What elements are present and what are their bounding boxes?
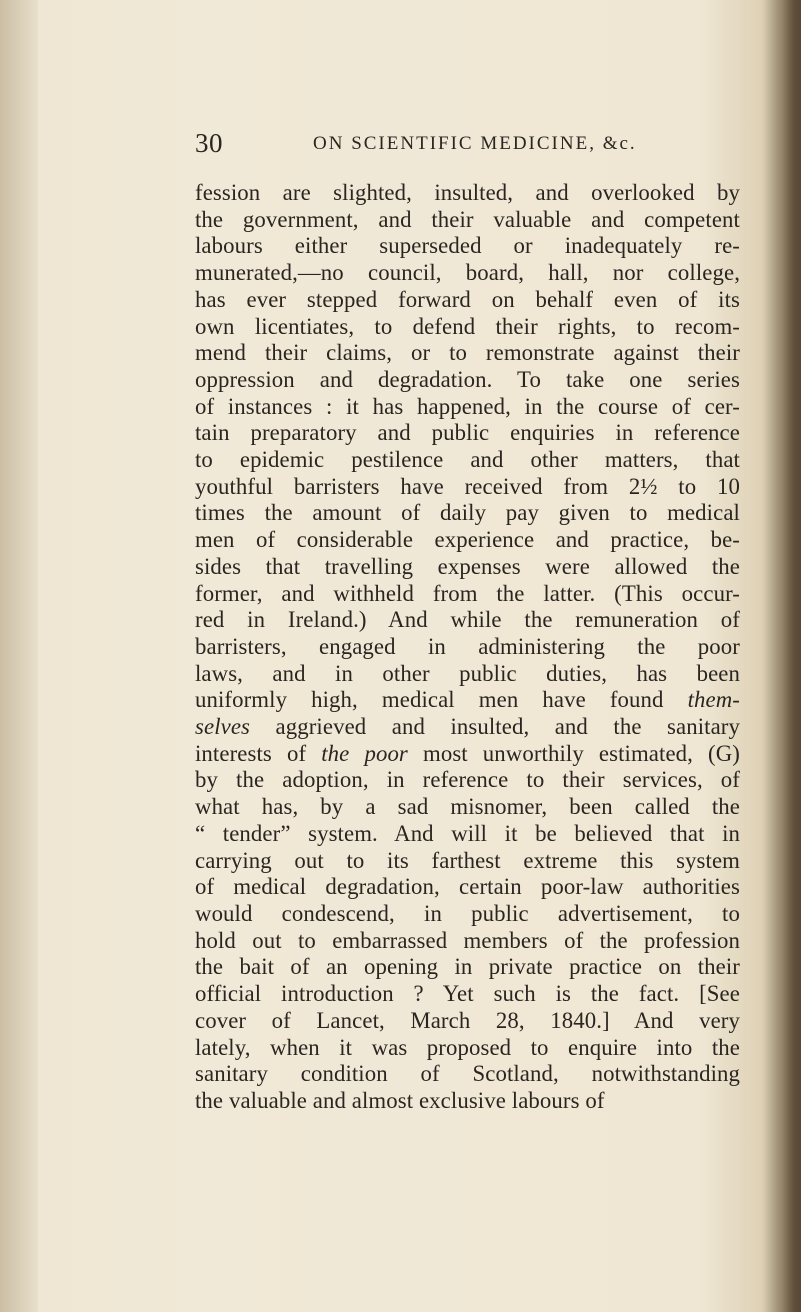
text-line: hold out to embarrassed members of the profession [195,927,740,953]
page-header [195,128,655,158]
running-head: ON SCIENTIFIC MEDICINE, &c. [313,133,637,154]
text-line: the government, and their valuable and competent [195,206,740,232]
text-line: has ever stepped forward on behalf even of its [195,286,740,312]
text-line: would condescend, in public advertisement, to [195,900,740,926]
page-left-edge [0,0,38,1312]
text-line: tain preparatory and public enquiries in reference [195,420,740,446]
text-line: “ tender” system. And will it be believed that in [195,820,740,846]
text-line: youthful barristers have received from 2½ to 10 [195,473,740,499]
text-line: former, and withheld from the latter. (This occur- [195,580,740,606]
text-line: selves aggrieved and insulted, and the sanitary [195,714,740,740]
text-line: red in Ireland.) And while the remuneration of [195,607,740,633]
text-line: laws, and in other public duties, has been [195,660,740,686]
text-line: carrying out to its farthest extreme this system [195,847,740,873]
text-line: of instances : it has happened, in the course of cer- [195,393,740,419]
text-line: by the adoption, in reference to their services, of [195,767,740,793]
text-line: men of considerable experience and practice, be- [195,527,740,553]
text-line: labours either superseded or inadequately re- [195,233,740,259]
text-line: of medical degradation, certain poor-law authorities [195,874,740,900]
text-line: times the amount of daily pay given to medical [195,500,740,526]
text-line: official introduction ? Yet such is the fact. [See [195,981,740,1007]
text-line: uniformly high, medical men have found them- [195,687,740,713]
text-line: own licentiates, to defend their rights, to recom- [195,313,740,339]
text-line: the valuable and almost exclusive labours of [195,1087,605,1113]
page-right-edge-shadow [761,0,801,1312]
body-text [195,180,740,1115]
page-number: 30 [195,128,223,158]
text-line: interests of the poor most unworthily estimated, (G) [195,740,740,766]
text-line: sides that travelling expenses were allowed the [195,553,740,579]
text-line: oppression and degradation. To take one series [195,366,740,392]
text-line: to epidemic pestilence and other matters, that [195,447,740,473]
text-line: lately, when it was proposed to enquire into the [195,1034,740,1060]
text-line: what has, by a sad misnomer, been called the [195,794,740,820]
text-line: fession are slighted, insulted, and overlooked by [195,180,740,205]
text-line: the bait of an opening in private practice on their [195,954,740,980]
text-line: mend their claims, or to remonstrate against their [195,340,740,366]
text-line: sanitary condition of Scotland, notwithstanding [195,1061,740,1087]
text-line: cover of Lancet, March 28, 1840.] And very [195,1007,740,1033]
text-line: barristers, engaged in administering the poor [195,633,740,659]
text-line: munerated,—no council, board, hall, nor college, [195,260,740,286]
